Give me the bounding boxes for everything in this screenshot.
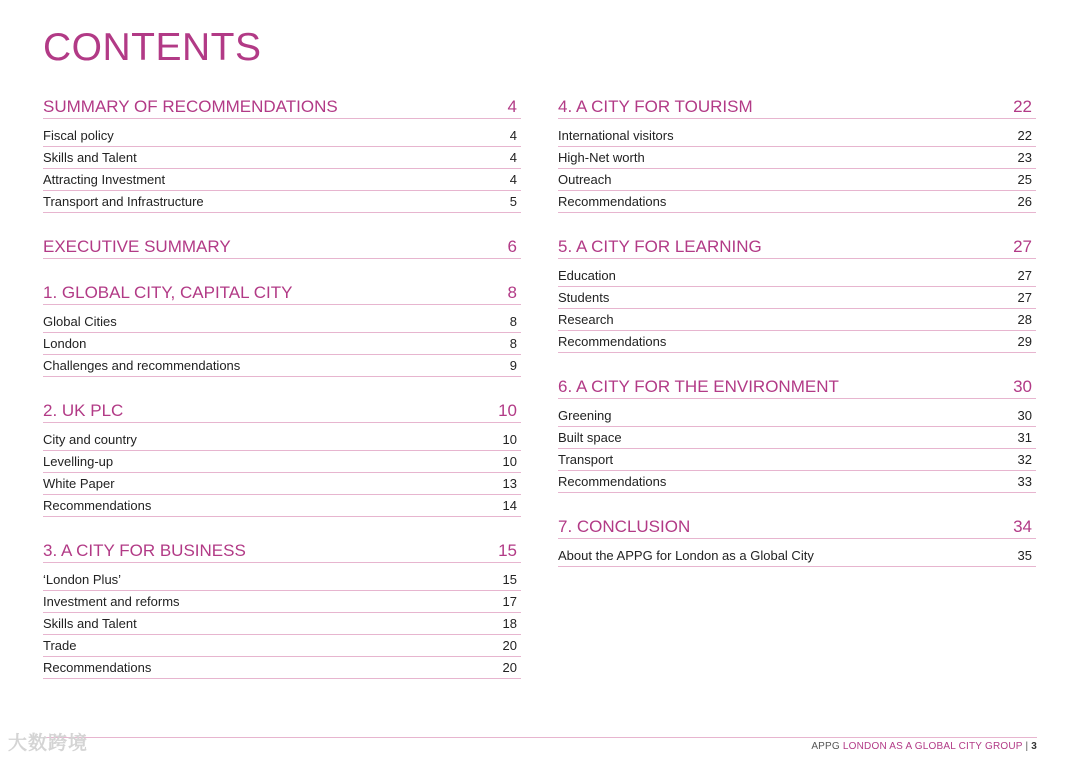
entry-page-number: 22 [1017, 128, 1032, 143]
toc-entry[interactable] [558, 287, 1036, 309]
entry-page-number: 4 [509, 150, 517, 165]
section-heading[interactable] [558, 516, 1036, 539]
toc-entry[interactable] [558, 191, 1036, 213]
entry-label: About the APPG for London as a Global City [558, 548, 814, 563]
toc-entry[interactable] [43, 635, 521, 657]
entry-page-number: 27 [1017, 268, 1032, 283]
section-page-number: 34 [1013, 517, 1032, 536]
entry-label: City and country [43, 432, 137, 447]
toc-entry[interactable] [558, 147, 1036, 169]
toc-entry[interactable] [558, 125, 1036, 147]
entry-page-number: 14 [502, 498, 517, 513]
entry-page-number: 20 [502, 638, 517, 653]
section-page-number: 6 [507, 237, 517, 256]
entry-label: Research [558, 312, 614, 327]
section-items [43, 125, 521, 213]
section-items [558, 405, 1036, 493]
section-page-number: 10 [498, 401, 517, 420]
page-title: CONTENTS [43, 26, 262, 69]
section-page-number: 27 [1013, 237, 1032, 256]
section-heading[interactable] [558, 96, 1036, 119]
toc-entry[interactable] [43, 473, 521, 495]
toc-entry[interactable] [43, 125, 521, 147]
section-title: 6. A CITY FOR THE ENVIRONMENT [558, 377, 839, 396]
footer-prefix: APPG [811, 741, 843, 752]
entry-page-number: 5 [509, 194, 517, 209]
page-footer [811, 741, 1037, 752]
footer-page-number: 3 [1031, 741, 1037, 752]
entry-page-number: 32 [1017, 452, 1032, 467]
entry-label: Built space [558, 430, 622, 445]
entry-page-number: 35 [1017, 548, 1032, 563]
entry-page-number: 33 [1017, 474, 1032, 489]
entry-label: Trade [43, 638, 77, 653]
section-title: EXECUTIVE SUMMARY [43, 237, 231, 256]
entry-page-number: 17 [502, 594, 517, 609]
entry-label: Recommendations [43, 498, 152, 513]
section-heading[interactable] [558, 236, 1036, 259]
toc-section [43, 282, 521, 377]
toc-entry[interactable] [558, 405, 1036, 427]
entry-label: Global Cities [43, 314, 117, 329]
toc-entry[interactable] [43, 311, 521, 333]
entry-label: Levelling-up [43, 454, 114, 469]
entry-label: ‘London Plus’ [43, 572, 122, 587]
entry-label: High-Net worth [558, 150, 645, 165]
entry-page-number: 20 [502, 660, 517, 675]
toc-entry[interactable] [558, 471, 1036, 493]
section-items [43, 429, 521, 517]
entry-page-number: 31 [1017, 430, 1032, 445]
entry-page-number: 30 [1017, 408, 1032, 423]
toc-section [558, 236, 1036, 353]
entry-page-number: 26 [1017, 194, 1032, 209]
section-items [558, 545, 1036, 567]
toc-left-column [43, 96, 521, 702]
entry-label: Fiscal policy [43, 128, 114, 143]
entry-label: Recommendations [558, 474, 667, 489]
section-title: SUMMARY OF RECOMMENDATIONS [43, 97, 338, 116]
entry-label: Recommendations [43, 660, 152, 675]
toc-entry[interactable] [43, 147, 521, 169]
toc-entry[interactable] [43, 429, 521, 451]
toc-entry[interactable] [43, 169, 521, 191]
entry-page-number: 4 [509, 128, 517, 143]
entry-label: Outreach [558, 172, 612, 187]
toc-entry[interactable] [43, 591, 521, 613]
toc-section [43, 236, 521, 259]
toc-section [558, 376, 1036, 493]
entry-page-number: 10 [502, 432, 517, 447]
toc-section [43, 96, 521, 213]
section-heading[interactable] [43, 96, 521, 119]
toc-entry[interactable] [558, 169, 1036, 191]
toc-entry[interactable] [558, 331, 1036, 353]
toc-entry[interactable] [43, 495, 521, 517]
section-title: 1. GLOBAL CITY, CAPITAL CITY [43, 283, 293, 302]
toc-section [558, 516, 1036, 567]
section-page-number: 8 [507, 283, 517, 302]
toc-entry[interactable] [43, 333, 521, 355]
section-title: 7. CONCLUSION [558, 517, 691, 536]
entry-label: Investment and reforms [43, 594, 180, 609]
entry-label: White Paper [43, 476, 115, 491]
entry-page-number: 13 [502, 476, 517, 491]
entry-page-number: 18 [502, 616, 517, 631]
footer-divider [43, 737, 1037, 738]
entry-page-number: 15 [502, 572, 517, 587]
entry-label: International visitors [558, 128, 674, 143]
toc-section [43, 540, 521, 679]
toc-entry[interactable] [43, 451, 521, 473]
section-items [43, 311, 521, 377]
section-items [43, 569, 521, 679]
section-heading[interactable] [43, 400, 521, 423]
toc-entry[interactable] [43, 191, 521, 213]
section-heading[interactable] [558, 376, 1036, 399]
entry-page-number: 23 [1017, 150, 1032, 165]
entry-label: Transport and Infrastructure [43, 194, 204, 209]
section-page-number: 30 [1013, 377, 1032, 396]
entry-page-number: 9 [509, 358, 517, 373]
entry-label: Skills and Talent [43, 150, 137, 165]
section-page-number: 22 [1013, 97, 1032, 116]
section-heading[interactable] [43, 540, 521, 563]
footer-separator: | [1022, 741, 1032, 752]
section-title: 5. A CITY FOR LEARNING [558, 237, 762, 256]
entry-page-number: 8 [509, 336, 517, 351]
section-page-number: 4 [507, 97, 517, 116]
section-title: 4. A CITY FOR TOURISM [558, 97, 753, 116]
entry-label: Transport [558, 452, 614, 467]
entry-label: Students [558, 290, 610, 305]
entry-page-number: 4 [509, 172, 517, 187]
toc-entry[interactable] [558, 545, 1036, 567]
toc-entry[interactable] [558, 427, 1036, 449]
entry-label: Recommendations [558, 194, 667, 209]
toc-entry[interactable] [558, 449, 1036, 471]
toc-entry[interactable] [43, 613, 521, 635]
toc-right-column [558, 96, 1036, 590]
entry-label: Attracting Investment [43, 172, 166, 187]
section-heading[interactable] [43, 282, 521, 305]
section-items [558, 125, 1036, 213]
entry-page-number: 28 [1017, 312, 1032, 327]
entry-label: Challenges and recommendations [43, 358, 241, 373]
toc-entry[interactable] [43, 657, 521, 679]
toc-section [43, 400, 521, 517]
entry-label: Greening [558, 408, 612, 423]
toc-section [558, 96, 1036, 213]
entry-page-number: 25 [1017, 172, 1032, 187]
toc-entry[interactable] [43, 355, 521, 377]
section-heading[interactable] [43, 236, 521, 259]
toc-entry[interactable] [558, 265, 1036, 287]
entry-page-number: 8 [509, 314, 517, 329]
section-title: 3. A CITY FOR BUSINESS [43, 541, 246, 560]
entry-page-number: 10 [502, 454, 517, 469]
entry-label: Education [558, 268, 616, 283]
toc-entry[interactable] [558, 309, 1036, 331]
entry-page-number: 29 [1017, 334, 1032, 349]
entry-label: London [43, 336, 87, 351]
toc-entry[interactable] [43, 569, 521, 591]
entry-page-number: 27 [1017, 290, 1032, 305]
watermark-logo: 大数跨境 [8, 733, 89, 754]
section-items [558, 265, 1036, 353]
section-title: 2. UK PLC [43, 401, 124, 420]
entry-label: Skills and Talent [43, 616, 137, 631]
entry-label: Recommendations [558, 334, 667, 349]
section-page-number: 15 [498, 541, 517, 560]
footer-group-name: LONDON AS A GLOBAL CITY GROUP [842, 741, 1023, 752]
